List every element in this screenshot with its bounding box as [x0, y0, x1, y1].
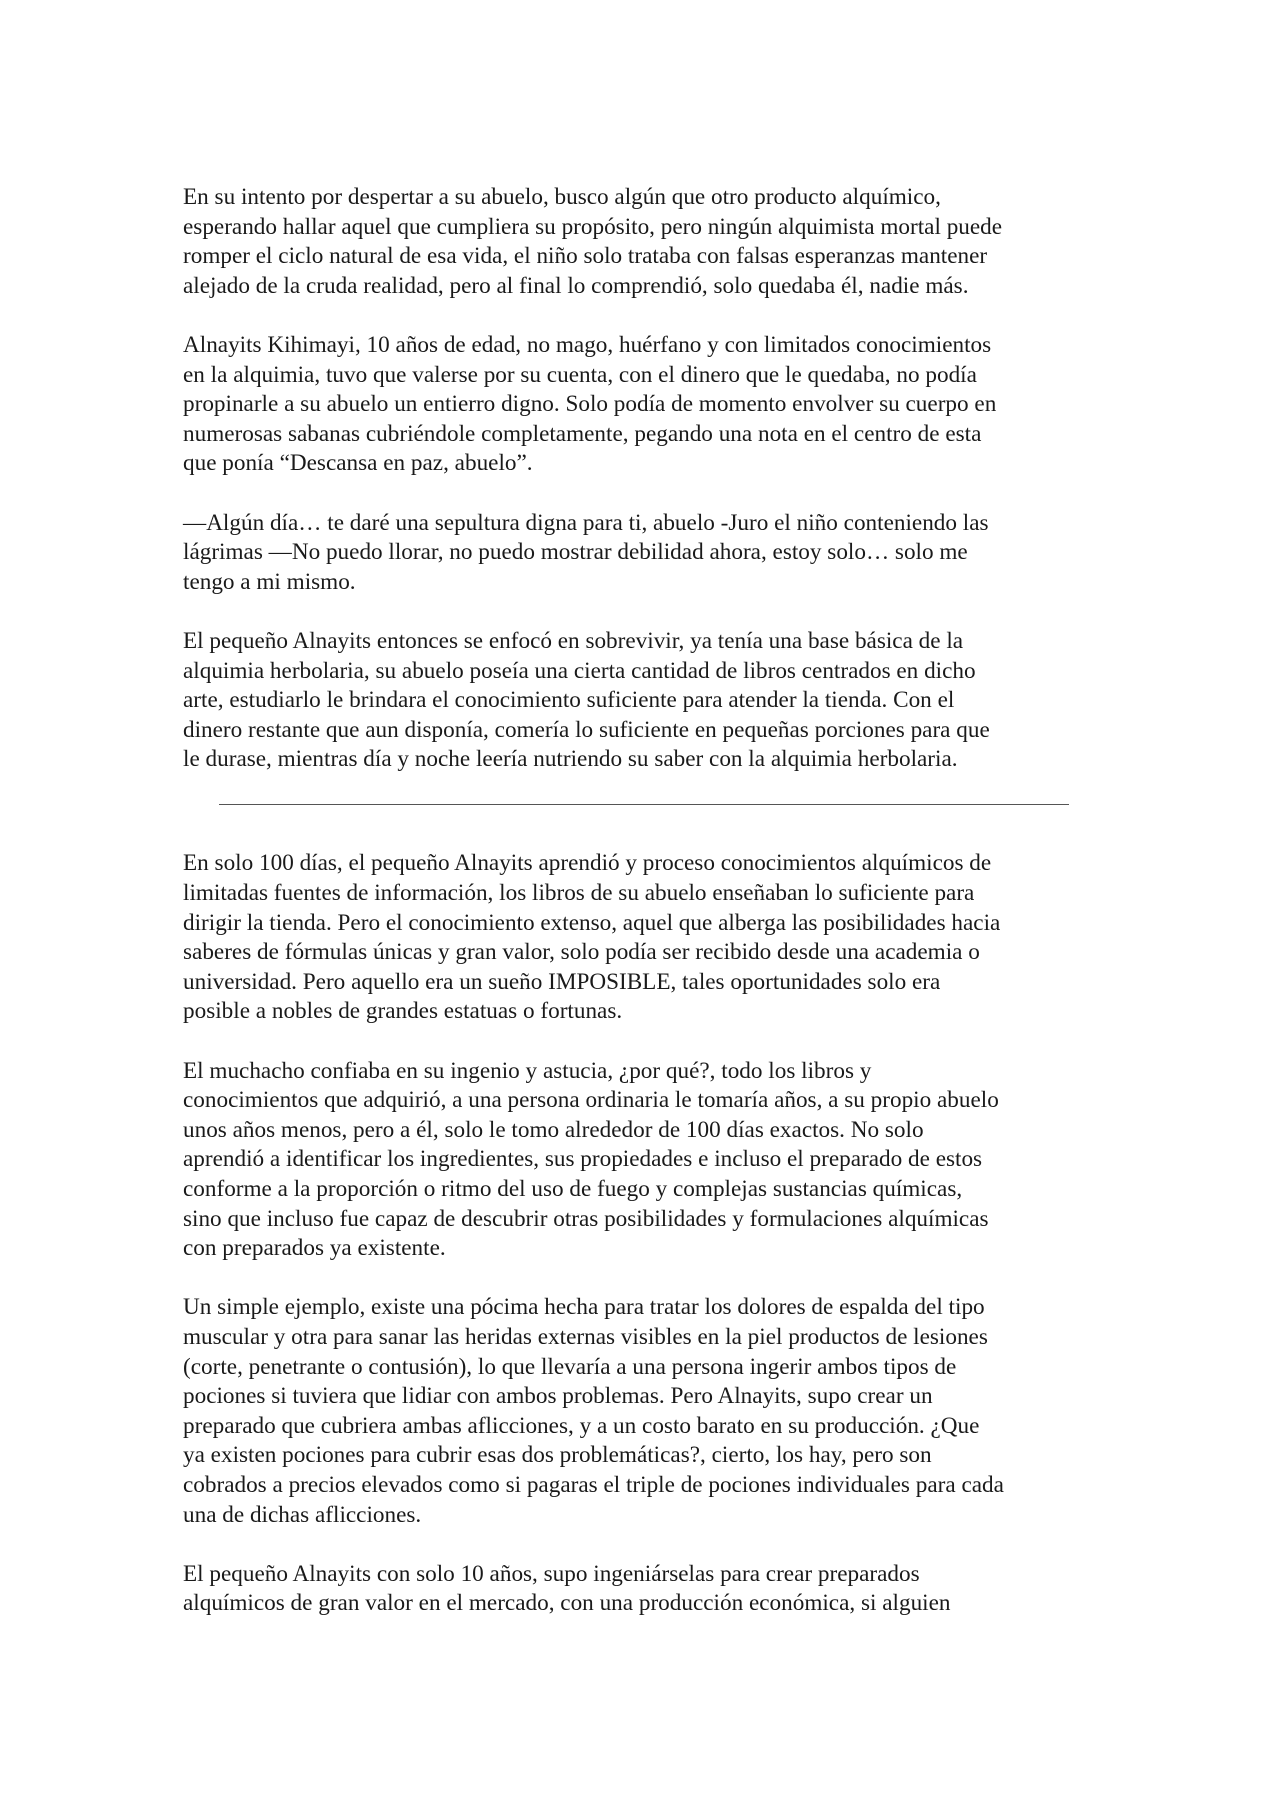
text-line: tengo a mi mismo. [183, 568, 356, 595]
text-line: muscular y otra para sanar las heridas externas visibles en la piel productos de lesiones [183, 1323, 988, 1350]
text-line: una de dichas aflicciones. [183, 1501, 422, 1528]
text-line: En su intento por despertar a su abuelo, busco algún que otro producto alquímico, [183, 184, 941, 210]
text-line: con preparados ya existente. [183, 1235, 446, 1262]
text-line: en la alquimia, tuvo que valerse por su cuenta, con el dinero que le quedaba, no podía [183, 361, 977, 388]
text-line: pociones si tuviera que lidiar con ambos problemas. Pero Alnayits, supo crear un [183, 1383, 933, 1410]
text-line: aprendió a identificar los ingredientes, sus propiedades e incluso el preparado de estos [183, 1146, 983, 1173]
section-before-divider [183, 183, 1103, 775]
text-line: —Algún día… te daré una sepultura digna para ti, abuelo -Juro el niño conteniendo las [183, 509, 989, 536]
text-line: unos años menos, pero a él, solo le tomo alrededor de 100 días exactos. No solo [183, 1116, 924, 1143]
text-line: conocimientos que adquirió, a una persona ordinaria le tomaría años, a su propio abuelo [183, 1087, 999, 1114]
section-after-divider [183, 849, 1103, 1618]
text-line: En solo 100 días, el pequeño Alnayits aprendió y proceso conocimientos alquímicos de [183, 850, 992, 877]
text-line: limitadas fuentes de información, los libros de su abuelo enseñaban lo suficiente para [183, 880, 975, 907]
paragraph [183, 627, 1103, 775]
paragraph [183, 849, 1103, 1027]
text-line: posible a nobles de grandes estatuas o fortunas. [183, 998, 623, 1025]
text-line: romper el ciclo natural de esa vida, el niño solo trataba con falsas esperanzas mantener [183, 243, 988, 270]
text-line: numerosas sabanas cubriéndole completamente, pegando una nota en el centro de esta [183, 420, 982, 447]
text-line: ya existen pociones para cubrir esas dos problemáticas?, cierto, los hay, pero son [183, 1442, 932, 1469]
paragraph [183, 509, 1103, 598]
section-divider [219, 804, 1069, 805]
text-line: cobrados a precios elevados como si pagaras el triple de pociones individuales para cada [183, 1471, 1004, 1498]
text-line: que ponía “Descansa en paz, abuelo”. [183, 450, 533, 477]
paragraph [183, 331, 1103, 479]
text-line: saberes de fórmulas únicas y gran valor, solo podía ser recibido desde una academia o [183, 939, 980, 966]
paragraph [183, 1057, 1103, 1264]
text-line: dirigir la tienda. Pero el conocimiento extenso, aquel que alberga las posibilidades hacia [183, 909, 1001, 936]
text-line: Alnayits Kihimayi, 10 años de edad, no mago, huérfano y con limitados conocimientos [183, 331, 992, 358]
text-line: El pequeño Alnayits entonces se enfocó en sobrevivir, ya tenía una base básica de la [183, 627, 964, 654]
text-line: Un simple ejemplo, existe una pócima hecha para tratar los dolores de espalda del tipo [183, 1294, 985, 1321]
text-line: esperando hallar aquel que cumpliera su propósito, pero ningún alquimista mortal puede [183, 213, 1003, 240]
text-line: lágrimas —No puedo llorar, no puedo mostrar debilidad ahora, estoy solo… solo me [183, 539, 968, 566]
text-line: preparado que cubriera ambas aflicciones, y a un costo barato en su producción. ¿Que [183, 1412, 980, 1439]
text-line: alejado de la cruda realidad, pero al final lo comprendió, solo quedaba él, nadie más. [183, 272, 969, 299]
text-line: dinero restante que aun disponía, comería lo suficiente en pequeñas porciones para que [183, 716, 990, 743]
text-line: propinarle a su abuelo un entierro digno. Solo podía de momento envolver su cuerpo en [183, 391, 997, 418]
text-line: le durase, mientras día y noche leería nutriendo su saber con la alquimia herbolaria. [183, 746, 958, 773]
text-line: alquímicos de gran valor en el mercado, con una producción económica, si alguien [183, 1590, 951, 1617]
paragraph [183, 183, 1103, 301]
paragraph [183, 1293, 1103, 1530]
text-line: universidad. Pero aquello era un sueño IMPOSIBLE, tales oportunidades solo era [183, 968, 941, 995]
document-body [183, 183, 1103, 1649]
text-line: arte, estudiarlo le brindara el conocimiento suficiente para atender la tienda. Con el [183, 687, 955, 714]
text-line: conforme a la proporción o ritmo del uso de fuego y complejas sustancias químicas, [183, 1176, 963, 1202]
text-line: (corte, penetrante o contusión), lo que llevaría a una persona ingerir ambos tipos de [183, 1353, 957, 1380]
text-line: alquimia herbolaria, su abuelo poseía una cierta cantidad de libros centrados en dicho [183, 657, 976, 684]
text-line: El muchacho confiaba en su ingenio y astucia, ¿por qué?, todo los libros y [183, 1057, 872, 1084]
text-line: sino que incluso fue capaz de descubrir otras posibilidades y formulaciones alquímicas [183, 1205, 989, 1232]
text-line: El pequeño Alnayits con solo 10 años, supo ingeniárselas para crear preparados [183, 1560, 920, 1587]
paragraph [183, 1560, 1103, 1619]
